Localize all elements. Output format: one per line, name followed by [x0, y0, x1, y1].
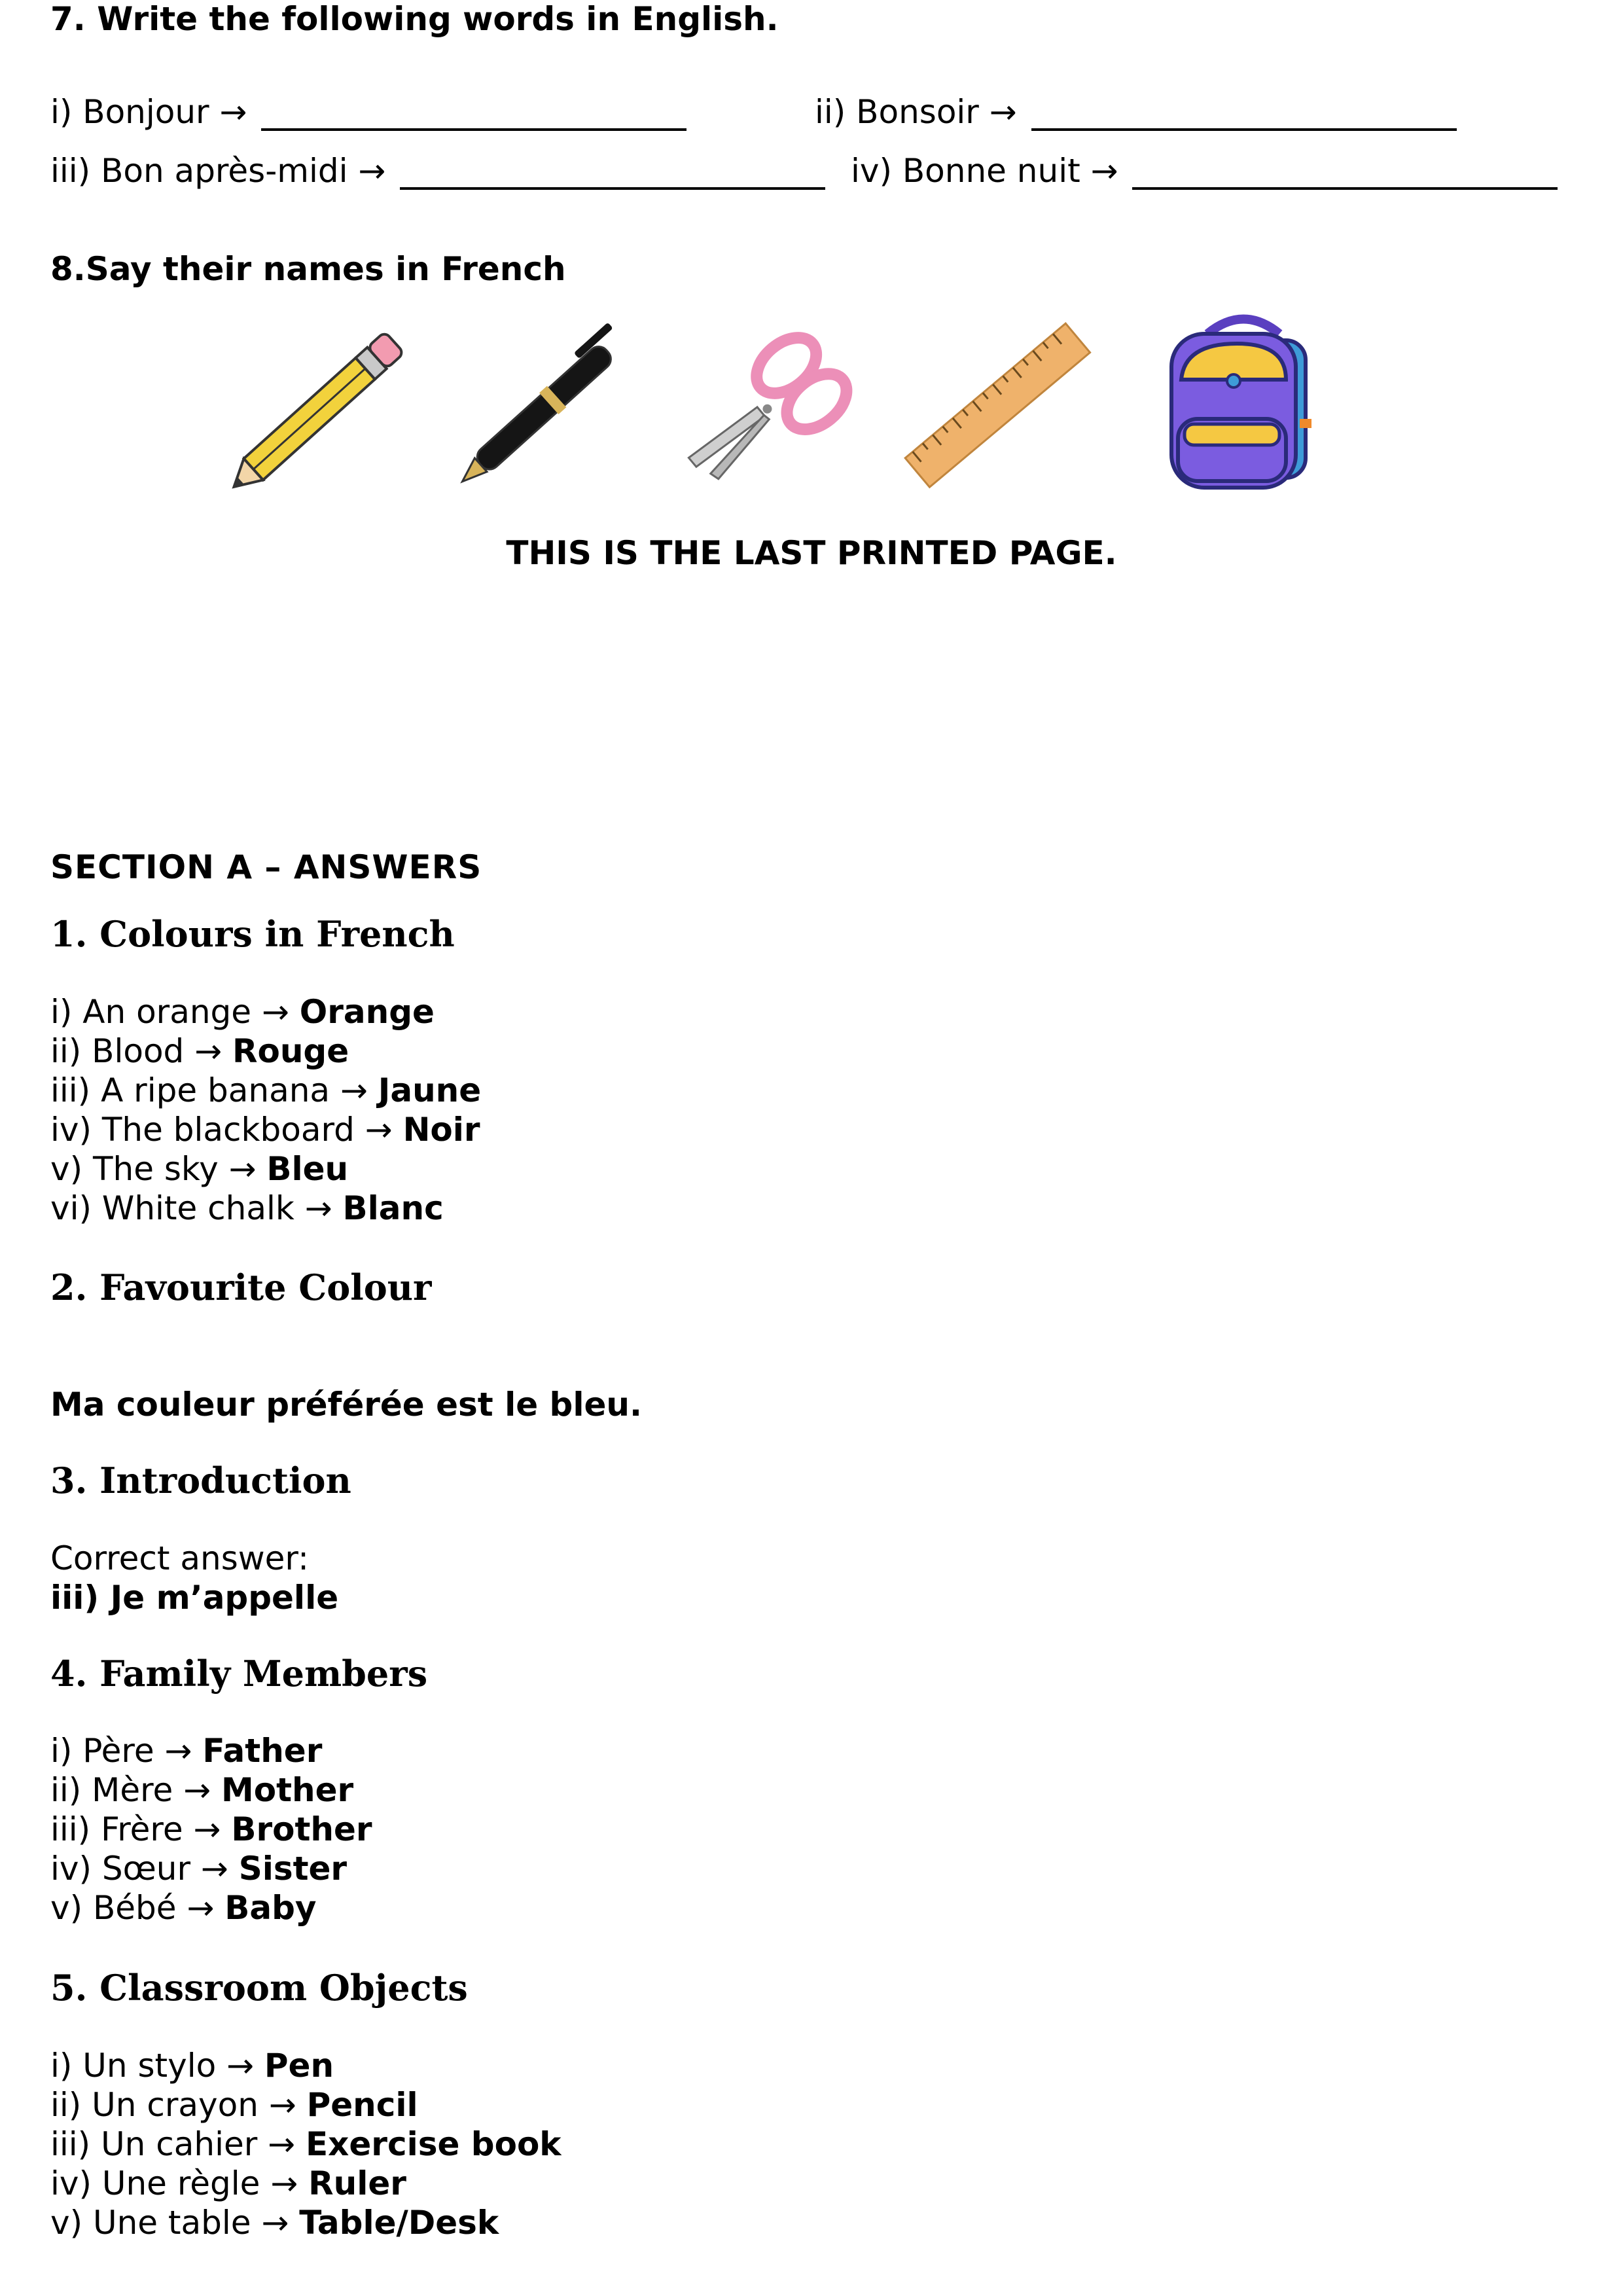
list-item: [50, 1731, 372, 1770]
prompt: i) An orange →: [50, 993, 300, 1031]
q5-heading: 5. Classroom Objects: [50, 1967, 468, 2009]
q7-item-label: i) Bonjour →: [50, 93, 247, 131]
prompt: iv) Une règle →: [50, 2164, 309, 2202]
prompt: iv) The blackboard →: [50, 1111, 403, 1149]
q7-item-4: [851, 152, 1558, 190]
answer: Noir: [402, 1111, 480, 1149]
list-item: [50, 2164, 562, 2203]
scissors-icon: [661, 308, 877, 504]
list-item: [50, 1071, 481, 1110]
answer: Brother: [231, 1810, 372, 1848]
list-item: [50, 992, 481, 1031]
answer: Sister: [238, 1850, 348, 1888]
last-page-note: THIS IS THE LAST PRINTED PAGE.: [506, 534, 1117, 572]
question-7-title: 7. Write the following words in English.: [50, 0, 779, 38]
q4-answers: [50, 1731, 372, 1928]
prompt: i) Père →: [50, 1732, 203, 1770]
q4-heading: 4. Family Members: [50, 1653, 428, 1695]
q7-item-label: iv) Bonne nuit →: [851, 152, 1118, 190]
section-a-title: SECTION A – ANSWERS: [50, 848, 482, 886]
list-item: [50, 2125, 562, 2164]
prompt: iii) A ripe banana →: [50, 1071, 378, 1109]
list-item: [50, 1770, 372, 1810]
answer: Ruler: [308, 2164, 406, 2202]
pen-icon: [438, 308, 654, 504]
list-item: [50, 1189, 481, 1228]
q1-answers: [50, 992, 481, 1228]
answer-blank[interactable]: [261, 122, 687, 131]
answer: Exercise book: [305, 2125, 562, 2163]
answer: Rouge: [232, 1032, 349, 1070]
q2-heading: 2. Favourite Colour: [50, 1266, 432, 1308]
prompt: ii) Un crayon →: [50, 2086, 307, 2124]
list-item: [50, 2046, 562, 2085]
list-item: [50, 1888, 372, 1928]
prompt: v) Bébé →: [50, 1889, 225, 1927]
prompt: iv) Sœur →: [50, 1850, 239, 1888]
list-item: [50, 1810, 372, 1849]
answer: Pen: [264, 2047, 334, 2085]
list-item: [50, 2203, 562, 2242]
q1-heading: 1. Colours in French: [50, 913, 455, 955]
answer: Table/Desk: [299, 2204, 499, 2242]
answer-blank[interactable]: [1132, 181, 1558, 190]
answer: Baby: [224, 1889, 317, 1927]
list-item: [50, 1149, 481, 1189]
q7-item-label: ii) Bonsoir →: [815, 93, 1017, 131]
question-8-title: 8.Say their names in French: [50, 250, 566, 288]
answer: Father: [202, 1732, 323, 1770]
q7-item-1: [50, 93, 687, 131]
prompt: iii) Un cahier →: [50, 2125, 306, 2163]
q7-item-3: [50, 152, 825, 190]
q5-answers: [50, 2046, 562, 2242]
q3-heading: 3. Introduction: [50, 1460, 351, 1501]
q7-item-2: [815, 93, 1457, 131]
answer: Orange: [299, 993, 435, 1031]
list-item: [50, 1031, 481, 1071]
q7-item-label: iii) Bon après-midi →: [50, 152, 386, 190]
correct-answer: iii) Je m’appelle: [50, 1579, 339, 1617]
answer-blank[interactable]: [1031, 122, 1457, 131]
prompt: iii) Frère →: [50, 1810, 232, 1848]
prompt: v) Une table →: [50, 2204, 300, 2242]
schoolbag-icon: [1145, 308, 1342, 504]
list-item: [50, 1110, 481, 1149]
pencil-icon: [216, 308, 432, 504]
correct-answer-label: Correct answer:: [50, 1539, 309, 1577]
answer: Jaune: [378, 1071, 482, 1109]
prompt: vi) White chalk →: [50, 1189, 343, 1227]
classroom-objects-pictures: [216, 308, 1420, 504]
list-item: [50, 1849, 372, 1888]
prompt: ii) Mère →: [50, 1771, 221, 1809]
answer-blank[interactable]: [400, 181, 825, 190]
list-item: [50, 2085, 562, 2125]
ruler-icon: [890, 308, 1106, 504]
answer: Mother: [221, 1771, 354, 1809]
prompt: ii) Blood →: [50, 1032, 232, 1070]
prompt: v) The sky →: [50, 1150, 267, 1188]
q3-answers: [50, 1539, 338, 1617]
answer: Blanc: [342, 1189, 444, 1227]
q2-answer: Ma couleur préférée est le bleu.: [50, 1386, 642, 1424]
answer: Pencil: [306, 2086, 418, 2124]
prompt: i) Un stylo →: [50, 2047, 264, 2085]
answer: Bleu: [266, 1150, 349, 1188]
